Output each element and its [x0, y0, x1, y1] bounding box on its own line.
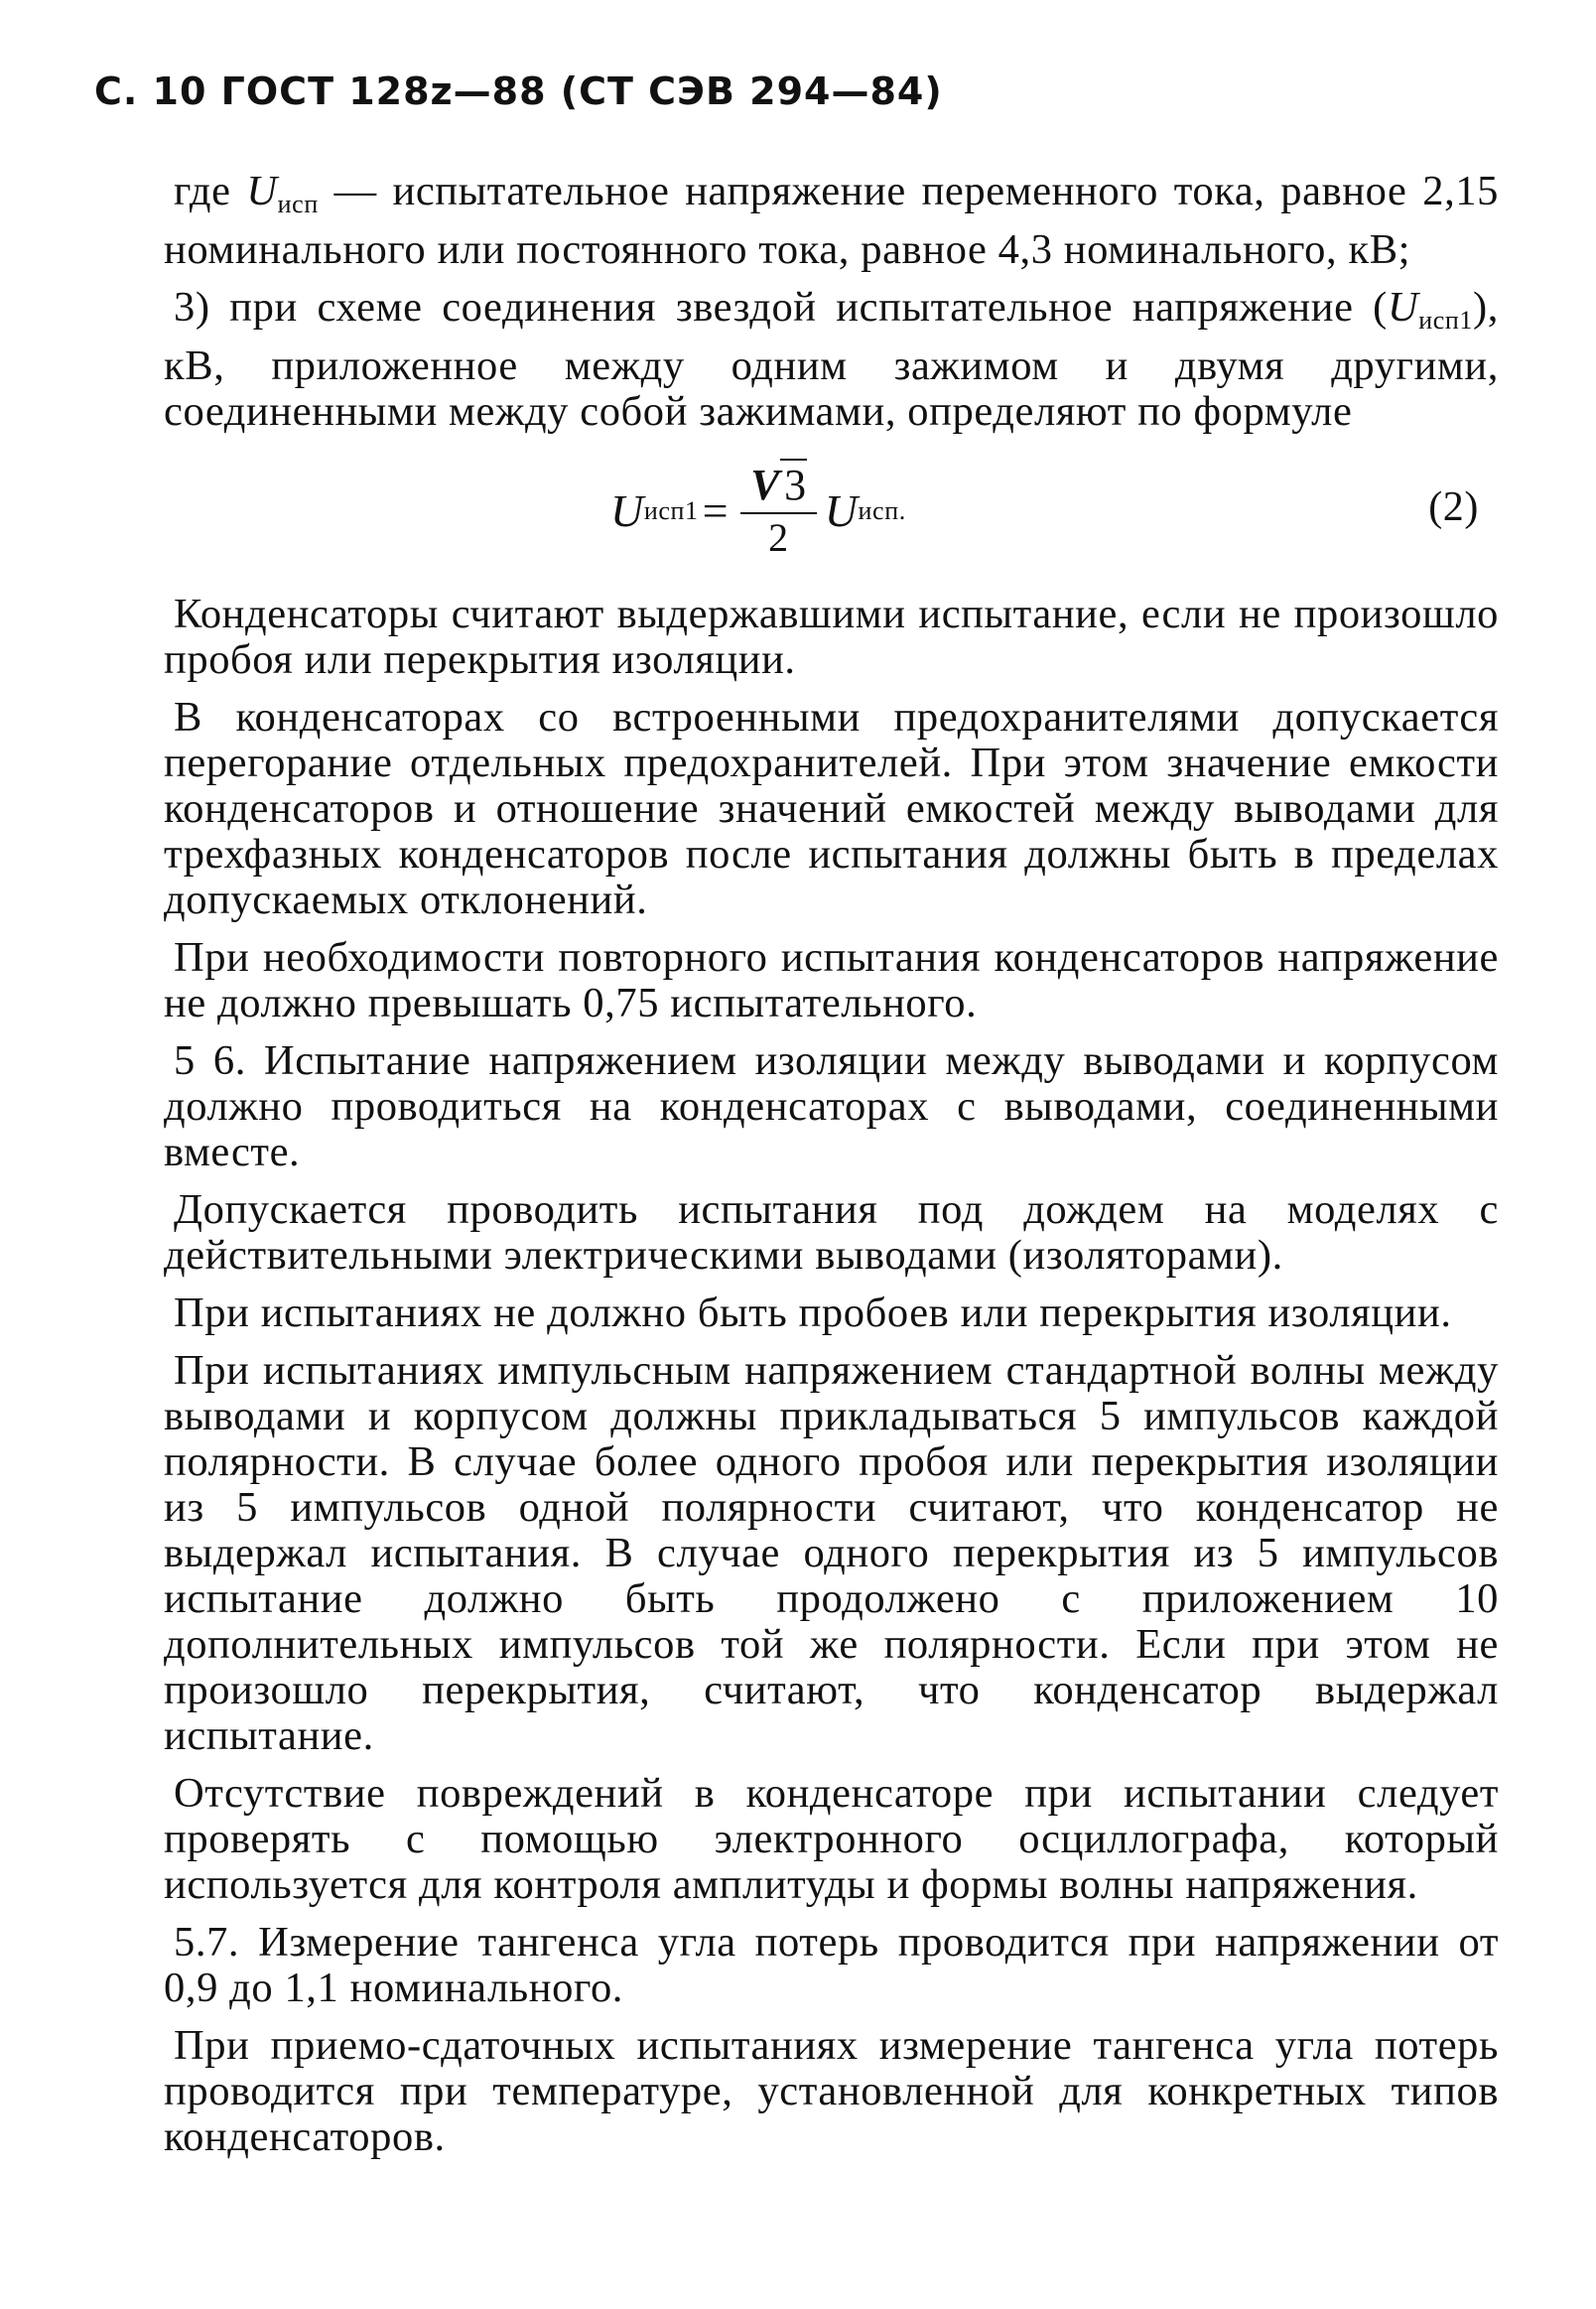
formula-rhs-sub: исп.: [858, 496, 906, 525]
formula-2: [164, 447, 1499, 578]
variable-subscript: исп1: [1418, 306, 1474, 335]
paragraph-definition: [164, 169, 1499, 273]
paragraph: В конденсаторах со встроенными предохранителями допускается перегорание отдельных предохранителей. При этом значение емкости конденсаторов и отношение значений емкостей между выводами для трехфазных конденсаторов после испытания должны быть в пределах допускаемых отклонений.: [164, 694, 1499, 923]
item-3-text-b: ), кВ, приложенное между одним зажимом и двумя другими, соединенными между собой зажимами, определяют по формуле: [164, 284, 1499, 435]
paragraph: При необходимости повторного испытания конденсаторов напряжение не должно превышать 0,75 испытательного.: [164, 934, 1499, 1026]
fraction-denominator: 2: [768, 515, 789, 560]
variable-u: U: [1387, 284, 1419, 331]
paragraph: При испытаниях не должно быть пробоев или перекрытия изоляции.: [174, 1290, 1452, 1336]
formula-expression: [610, 461, 906, 562]
formula-fraction: [740, 461, 817, 562]
paragraph-section-5-6: 5 6. Испытание напряжением изоляции между выводами и корпусом должно проводиться на конденсаторах с выводами, соединенными вместе.: [164, 1037, 1499, 1175]
paragraph: Конденсаторы считают выдержавшими испытание, если не произошло пробоя или перекрытия изоляции.: [164, 591, 1499, 683]
sqrt-symbol: V: [750, 461, 781, 509]
fraction-numerator: [740, 461, 817, 514]
paragraph: Отсутствие повреждений в конденсаторе при испытании следует проверять с помощью электронного осциллографа, который используется для контроля амплитуды и формы волны напряжения.: [164, 1770, 1499, 1908]
document-body: [164, 169, 1499, 2172]
page-header: С. 10 ГОСТ 128z—88 (СТ СЭВ 294—84): [94, 69, 943, 113]
definition-prefix: где: [174, 168, 247, 214]
paragraph: При испытаниях импульсным напряжением стандартной волны между выводами и корпусом должны прикладываться 5 импульсов каждой полярности. В случае более одного пробоя или перекрытия изоляции из 5 импульсов одной полярности считают, что конденсатор не выдержал испытания. В случае одного перекрытия из 5 импульсов испытание должно быть продолжено с приложением 10 дополнительных импульсов той же полярности. Если при этом не произошло перекрытия, считают, что конденсатор выдержал испытание.: [164, 1347, 1499, 1759]
formula-number: (2): [1428, 484, 1479, 530]
item-3-text-a: 3) при схеме соединения звездой испытательное напряжение (: [174, 284, 1388, 331]
paragraph-item-3: [164, 285, 1499, 435]
formula-equals: =: [702, 485, 730, 536]
paragraph-section-5-7: 5.7. Измерение тангенса угла потерь проводится при напряжении от 0,9 до 1,1 номинального.: [164, 1919, 1499, 2011]
variable-subscript: исп: [277, 190, 319, 218]
paragraph: При приемо-сдаточных испытаниях измерение тангенса угла потерь проводится при температуре, установленной для конкретных типов конденсаторов.: [164, 2022, 1499, 2160]
definition-text: — испытательное напряжение переменного тока, равное 2,15 номинального или постоянного тока, равное 4,3 номинального, кВ;: [164, 168, 1499, 273]
variable-u: U: [246, 168, 278, 214]
formula-lhs-var: U: [610, 485, 644, 536]
formula-rhs-var: U: [824, 485, 859, 536]
sqrt-argument: 3: [780, 459, 807, 509]
paragraph: Допускается проводить испытания под дождем на моделях с действительными электрическими выводами (изоляторами).: [164, 1186, 1499, 1279]
formula-lhs-sub: исп1: [643, 496, 699, 525]
